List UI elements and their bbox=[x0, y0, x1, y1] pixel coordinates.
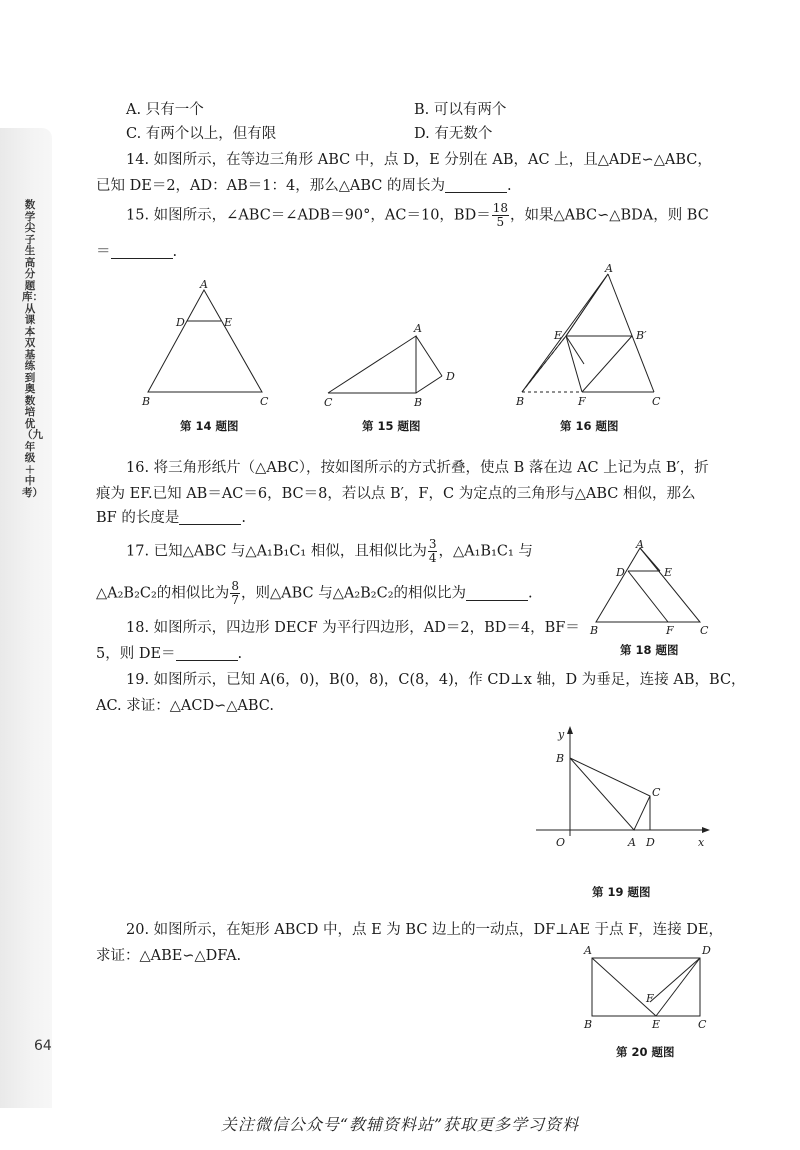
q16-line2: 痕为 EF.已知 AB＝AC＝6，BC＝8，若以点 B′，F，C 为定点的三角形与△ABC 相似，那么 bbox=[96, 486, 696, 502]
q18-line2: 5，则 DE＝ . bbox=[96, 646, 243, 662]
caption-fig15: 第 15 题图 bbox=[362, 419, 421, 433]
answer-blank bbox=[466, 586, 528, 601]
fig15-label: A bbox=[414, 322, 422, 335]
fig14-label: D bbox=[176, 316, 185, 329]
page-number: 64 bbox=[34, 1038, 52, 1054]
book-title-vertical: 数学尖子生高分题库：从课本双基练到奥数培优（九年级＋中考） bbox=[22, 199, 43, 499]
q16-line1: 16. 将三角形纸片（△ABC），按如图所示的方式折叠，使点 B 落在边 AC 上记为点 B′，折 bbox=[126, 460, 709, 476]
q19-line2: AC. 求证：△ACD∽△ABC. bbox=[96, 698, 274, 714]
fig14-label: A bbox=[200, 278, 208, 291]
fig15-label: B bbox=[414, 396, 423, 409]
fraction-8-7: $\frac{8}{7}$ bbox=[231, 579, 239, 607]
fig19-label: C bbox=[652, 786, 661, 799]
q15-line1: 15. 如图所示，∠ABC＝∠ADB＝90°，AC＝10，BD＝ $\frac{18}{5}$ ，如果△ABC∽△BDA，则 BC bbox=[126, 201, 709, 229]
q20-line2: 求证：△ABE∽△DFA. bbox=[96, 948, 242, 964]
q14-line2: 已知 DE＝2，AD：AB＝1：4，那么△ABC 的周长为 . bbox=[96, 178, 512, 194]
answer-blank bbox=[176, 646, 238, 661]
fig20-label: B bbox=[584, 1018, 593, 1031]
caption-fig18: 第 18 题图 bbox=[620, 643, 679, 657]
fig16-label: A bbox=[605, 262, 613, 275]
fig14-label: E bbox=[224, 316, 233, 329]
q17-line2: △A₂B₂C₂的相似比为 $\frac{8}{7}$ ，则△ABC 与△A₂B₂C₂的相似比为 . bbox=[96, 579, 533, 607]
fig19-label: O bbox=[556, 836, 566, 849]
caption-fig19: 第 19 题图 bbox=[592, 885, 651, 899]
answer-blank bbox=[445, 178, 507, 193]
fig14-label: C bbox=[260, 395, 269, 408]
fig16-label: B bbox=[516, 395, 525, 408]
caption-fig14: 第 14 题图 bbox=[180, 419, 239, 433]
option-d: D. 有无数个 bbox=[414, 126, 493, 142]
fig20-label: A bbox=[584, 944, 592, 957]
fig18-label: F bbox=[666, 624, 674, 637]
figure-16 bbox=[512, 262, 672, 408]
fig18-label: A bbox=[636, 538, 644, 551]
fig19-label: y bbox=[558, 728, 565, 741]
fig16-label: F bbox=[578, 395, 586, 408]
q14-text: 已知 DE＝2，AD：AB＝1：4，那么△ABC 的周长为 bbox=[96, 178, 445, 194]
fig15-label: D bbox=[446, 370, 455, 383]
fig15-label: C bbox=[324, 396, 333, 409]
fig20-label: F bbox=[646, 992, 654, 1005]
fig20-label: E bbox=[652, 1018, 661, 1031]
figure-14 bbox=[140, 278, 280, 408]
fraction-3-4: $\frac{3}{4}$ bbox=[428, 537, 437, 565]
caption-fig20: 第 20 题图 bbox=[616, 1045, 675, 1059]
q19-line1: 19. 如图所示，已知 A(6，0)，B(0，8)，C(8，4)，作 CD⊥x 轴，D 为垂足，连接 AB，BC， bbox=[126, 672, 746, 688]
fig18-label: E bbox=[664, 566, 673, 579]
option-c: C. 有两个以上，但有限 bbox=[126, 126, 277, 142]
fig16-label: C bbox=[652, 395, 661, 408]
figure-15 bbox=[322, 320, 462, 410]
q15-line2: ＝ . bbox=[96, 244, 178, 260]
q18-line1: 18. 如图所示，四边形 DECF 为平行四边形，AD＝2，BD＝4，BF＝ bbox=[126, 620, 580, 636]
fig20-label: C bbox=[698, 1018, 707, 1031]
figure-20 bbox=[580, 944, 712, 1036]
fig19-label: A bbox=[628, 836, 636, 849]
answer-blank bbox=[111, 244, 173, 259]
option-a: A. 只有一个 bbox=[126, 102, 204, 118]
fraction-18-5: $\frac{18}{5}$ bbox=[492, 201, 508, 229]
fig18-label: C bbox=[700, 624, 709, 637]
answer-blank bbox=[179, 510, 241, 525]
fig19-label: D bbox=[646, 836, 655, 849]
figure-18 bbox=[588, 538, 712, 638]
q16-line3: BF 的长度是 . bbox=[96, 510, 246, 526]
option-b: B. 可以有两个 bbox=[414, 102, 507, 118]
q17-line1: 17. 已知△ABC 与△A₁B₁C₁ 相似，且相似比为 $\frac{3}{4}$ ，△A₁B₁C₁ 与 bbox=[126, 537, 533, 565]
fig18-label: B bbox=[590, 624, 599, 637]
q14-line1: 14. 如图所示，在等边三角形 ABC 中，点 D，E 分别在 AB，AC 上，且△ADE∽△ABC， bbox=[126, 152, 712, 168]
fig18-label: D bbox=[616, 566, 625, 579]
fig19-label: x bbox=[698, 836, 705, 849]
fig19-label: B bbox=[556, 752, 565, 765]
fig20-label: D bbox=[702, 944, 711, 957]
q20-line1: 20. 如图所示，在矩形 ABCD 中，点 E 为 BC 边上的一动点，DF⊥AE 于点 F，连接 DE， bbox=[126, 922, 724, 938]
figure-19 bbox=[534, 726, 714, 856]
fig16-label: E bbox=[554, 329, 563, 342]
fig16-label: B′ bbox=[636, 329, 647, 342]
footer-watermark: 关注微信公众号“教辅资料站”获取更多学习资料 bbox=[220, 1115, 580, 1134]
caption-fig16: 第 16 题图 bbox=[560, 419, 619, 433]
fig14-label: B bbox=[142, 395, 151, 408]
